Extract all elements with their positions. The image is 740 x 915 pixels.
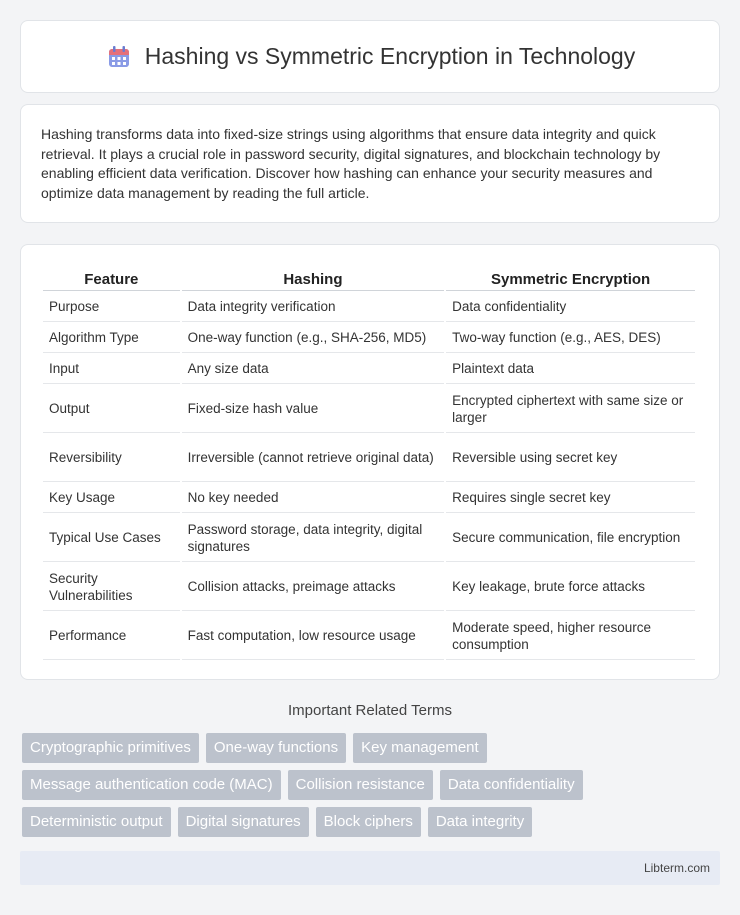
table-header-row — [43, 267, 695, 291]
header-card — [20, 20, 720, 93]
table-cell: No key needed — [182, 484, 445, 513]
related-terms-tags — [22, 733, 722, 844]
table-row — [43, 435, 695, 482]
table-cell: Reversible using secret key — [446, 435, 695, 482]
tag-key-management[interactable]: Key management — [353, 733, 487, 763]
tag-block-ciphers[interactable]: Block ciphers — [316, 807, 421, 837]
column-header-feature: Feature — [43, 267, 180, 291]
tag-data-confidentiality[interactable]: Data confidentiality — [440, 770, 583, 800]
table-row — [43, 293, 695, 322]
related-terms-title: Important Related Terms — [288, 702, 452, 719]
tag-cryptographic-primitives[interactable]: Cryptographic primitives — [22, 733, 199, 763]
table-cell: Two-way function (e.g., AES, DES) — [446, 324, 695, 353]
footer — [20, 851, 720, 885]
tag-collision-resistance[interactable]: Collision resistance — [288, 770, 433, 800]
table-cell: Reversibility — [43, 435, 180, 482]
tag-deterministic-output[interactable]: Deterministic output — [22, 807, 171, 837]
table-cell: Password storage, data integrity, digital signatures — [182, 515, 445, 562]
table-cell: Collision attacks, preimage attacks — [182, 564, 445, 611]
page-title: Hashing vs Symmetric Encryption in Technology — [144, 43, 636, 69]
tag-row — [22, 807, 722, 837]
table-cell: Moderate speed, higher resource consumption — [446, 613, 695, 660]
table-cell: Output — [43, 386, 180, 433]
tag-one-way-functions[interactable]: One-way functions — [206, 733, 346, 763]
table-row — [43, 324, 695, 353]
calendar-icon — [105, 43, 133, 71]
tag-row — [22, 770, 722, 800]
table-row — [43, 515, 695, 562]
table-cell: Key Usage — [43, 484, 180, 513]
table-cell: Secure communication, file encryption — [446, 515, 695, 562]
table-cell: Data integrity verification — [182, 293, 445, 322]
table-row — [43, 355, 695, 384]
table-cell: Purpose — [43, 293, 180, 322]
table-row — [43, 564, 695, 611]
intro-text: Hashing transforms data into fixed-size strings using algorithms that ensure data integrity and quick retrieval. It plays a crucial role in password security, digital signatures, and blockchain technology by enabling efficient data verification. Discover how hashing can enhance your security measures and optimize data management by reading the full article. — [41, 126, 661, 201]
table-cell: Data confidentiality — [446, 293, 695, 322]
table-row — [43, 386, 695, 433]
column-header-symmetric-encryption: Symmetric Encryption — [446, 267, 695, 291]
tag-message-authentication-code[interactable]: Message authentication code (MAC) — [22, 770, 281, 800]
table-cell: Performance — [43, 613, 180, 660]
table-cell: Encrypted ciphertext with same size or larger — [446, 386, 695, 433]
tag-data-integrity[interactable]: Data integrity — [428, 807, 532, 837]
table-cell: Key leakage, brute force attacks — [446, 564, 695, 611]
table-row — [43, 613, 695, 660]
table-cell: Fast computation, low resource usage — [182, 613, 445, 660]
table-cell: Algorithm Type — [43, 324, 180, 353]
table-cell: Plaintext data — [446, 355, 695, 384]
table-cell: Input — [43, 355, 180, 384]
footer-site-link[interactable]: Libterm.com — [643, 861, 710, 875]
tag-row — [22, 733, 722, 763]
table-cell: One-way function (e.g., SHA-256, MD5) — [182, 324, 445, 353]
table-cell: Fixed-size hash value — [182, 386, 445, 433]
table-cell: Security Vulnerabilities — [43, 564, 180, 611]
column-header-hashing: Hashing — [182, 267, 445, 291]
title-wrap — [105, 43, 635, 71]
intro-card — [20, 104, 720, 223]
table-row — [43, 484, 695, 513]
table-cell: Irreversible (cannot retrieve original data) — [182, 435, 445, 482]
table-cell: Requires single secret key — [446, 484, 695, 513]
table-cell: Typical Use Cases — [43, 515, 180, 562]
tag-digital-signatures[interactable]: Digital signatures — [178, 807, 309, 837]
comparison-table — [41, 265, 697, 662]
table-cell: Any size data — [182, 355, 445, 384]
comparison-table-card — [20, 244, 720, 680]
